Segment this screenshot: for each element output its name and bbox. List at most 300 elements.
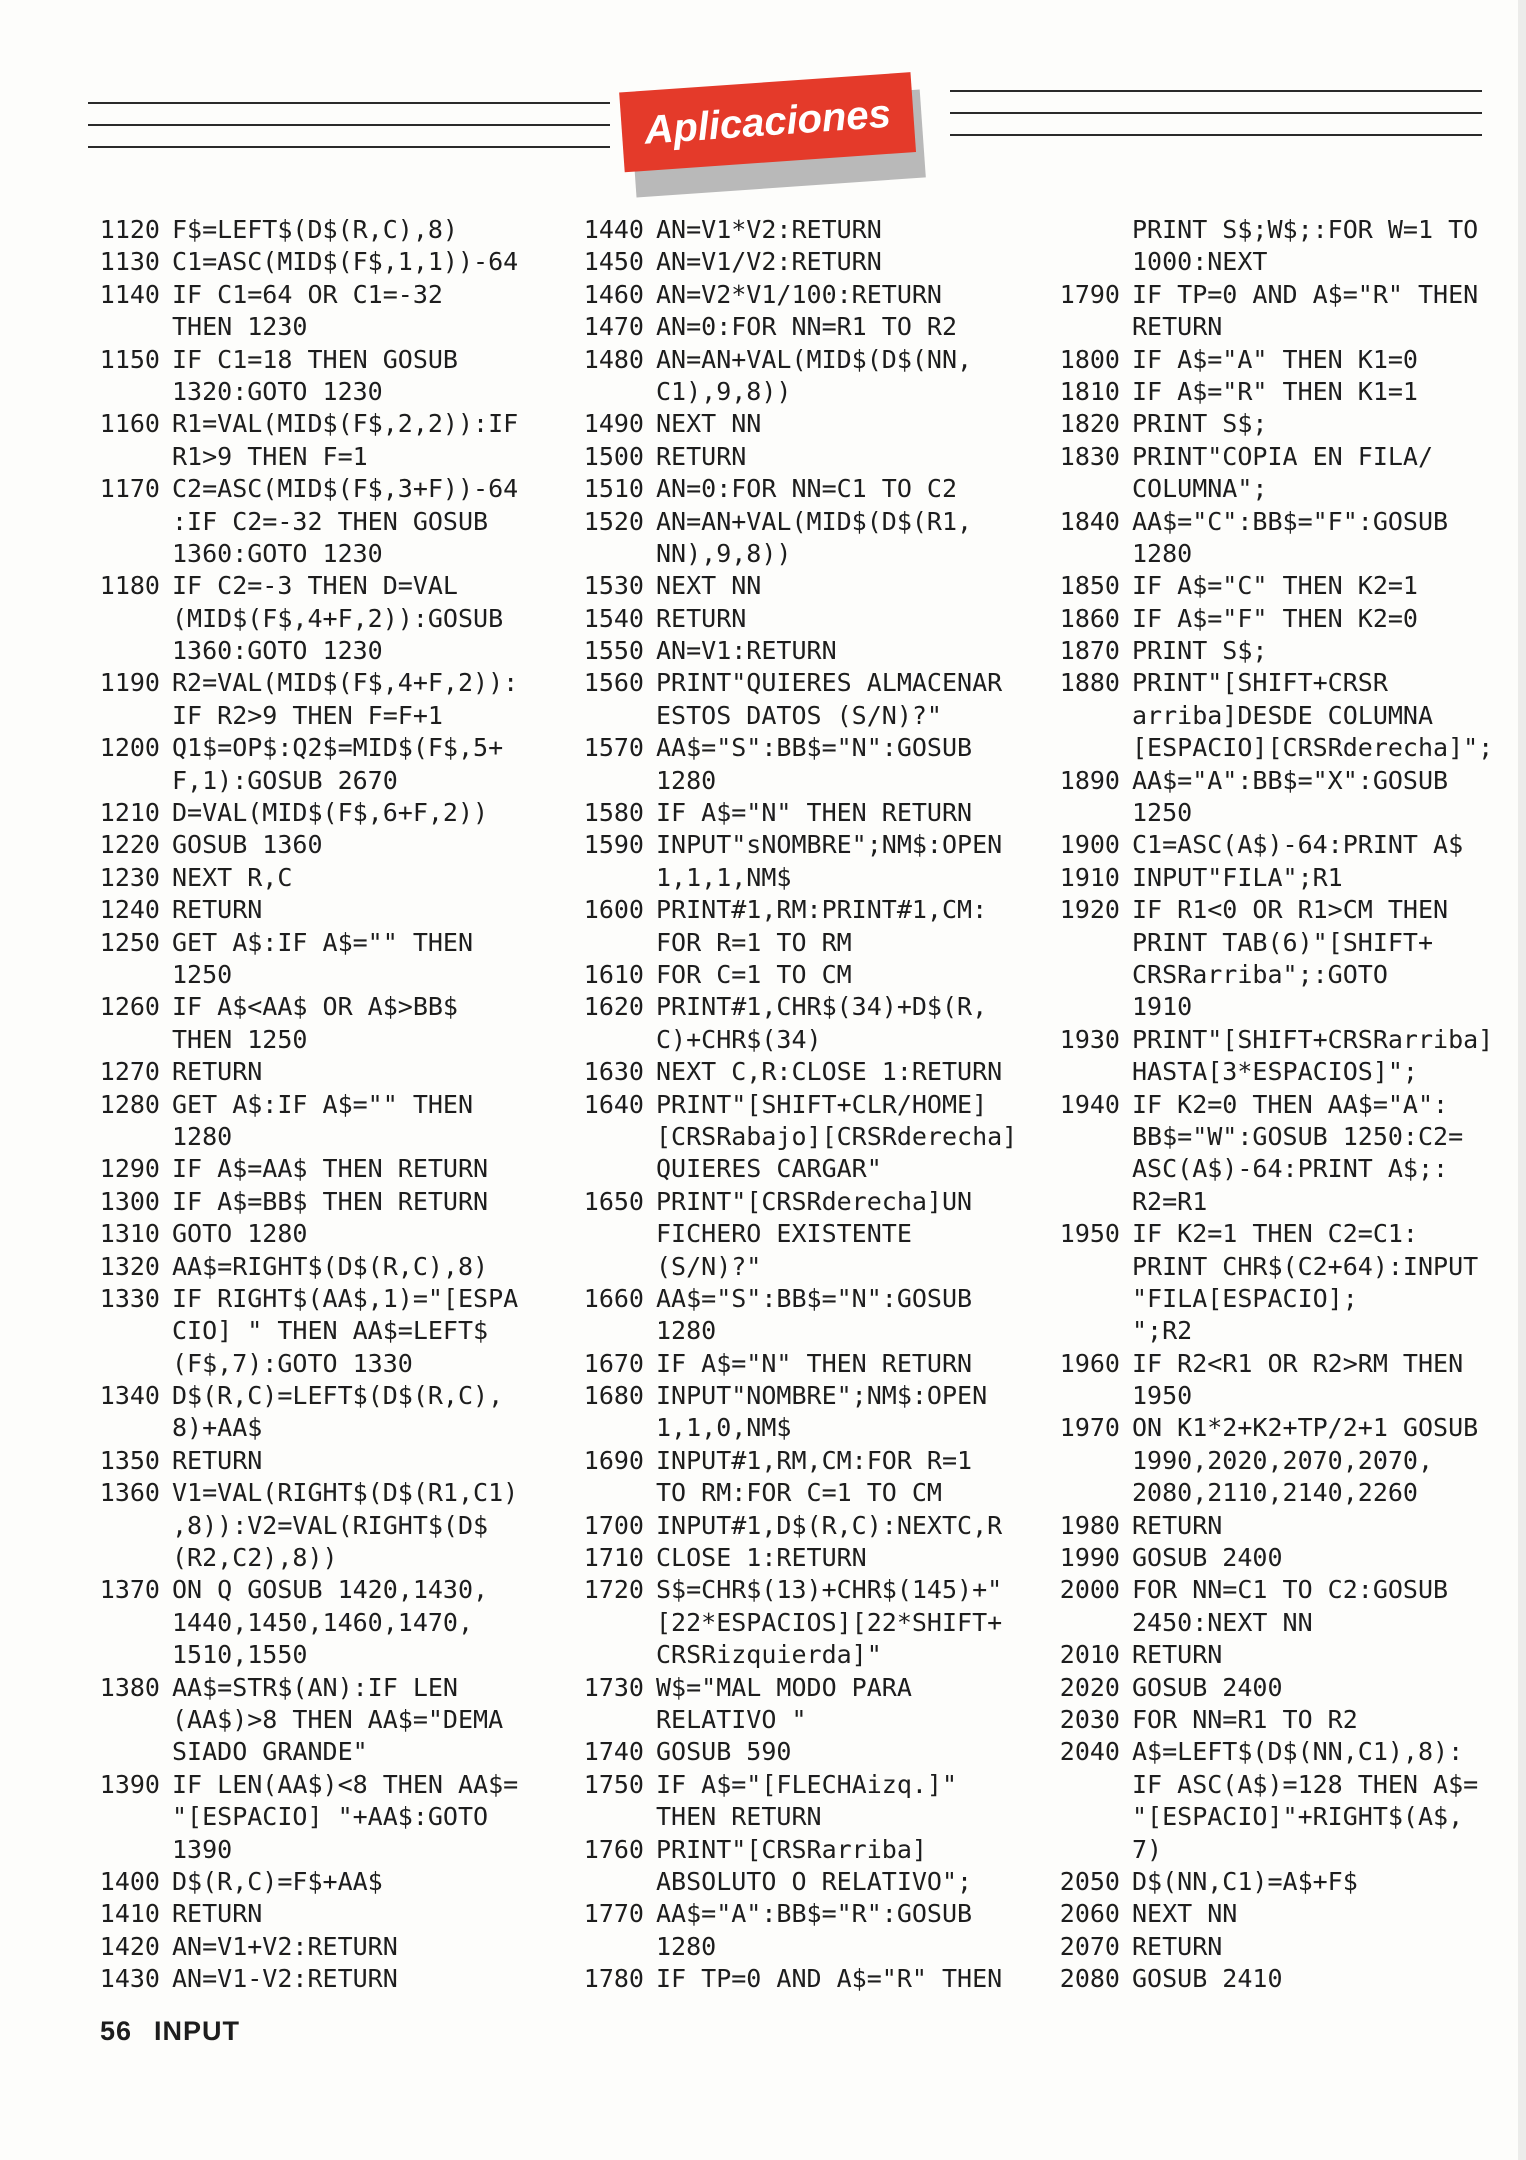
line-number: 1420 [99,1931,160,1961]
code-text: arriba]DESDE COLUMNA [1132,700,1434,730]
code-text: IF R1<0 OR R1>CM THEN [1132,895,1449,925]
code-text: 1510,1550 [172,1640,308,1670]
line-number: 1260 [99,992,160,1022]
line-number: 2050 [1059,1866,1120,1896]
code-text: PRINT#1,RM:PRINT#1,CM: [656,895,988,925]
line-number: 1300 [99,1186,160,1216]
line-number: 1680 [583,1381,644,1411]
code-text: SIADO GRANDE" [172,1737,368,1767]
line-number: 1760 [583,1834,644,1864]
code-text: 1360:GOTO 1230 [172,636,383,666]
code-line [1042,1639,1512,1671]
line-number: 1410 [99,1899,160,1929]
code-text: C1=ASC(MID$(F$,1,1))-64 [172,247,519,277]
line-number: 1780 [583,1964,644,1994]
code-continuation [80,1121,550,1153]
code-continuation [1042,538,1512,570]
code-continuation [80,1639,550,1671]
line-number: 1440 [583,215,644,244]
code-text: 1280 [656,765,717,795]
code-text: 1000:NEXT [1132,247,1268,277]
code-text: 2080,2110,2140,2260 [1132,1478,1418,1508]
code-continuation [1042,700,1512,732]
line-number: 1770 [583,1899,644,1929]
code-line [566,279,1042,311]
code-line [80,279,550,311]
code-continuation [80,1736,550,1768]
code-text: ABSOLUTO O RELATIVO"; [656,1866,973,1896]
code-text: GOSUB 590 [656,1737,792,1767]
code-line [566,667,1042,699]
code-line [80,1963,550,1995]
code-line [80,344,550,376]
code-line [566,1445,1042,1477]
code-line [566,1186,1042,1218]
code-continuation [1042,1834,1512,1866]
code-continuation [1042,959,1512,991]
line-number: 2010 [1059,1640,1120,1670]
line-number: 1720 [583,1575,644,1605]
line-number: 1380 [99,1672,160,1702]
line-number: 1270 [99,1057,160,1087]
code-text: IF ASC(A$)=128 THEN A$= [1132,1769,1479,1799]
code-text: RETURN [656,603,747,633]
code-text: IF A$="R" THEN K1=1 [1132,376,1418,406]
code-continuation [1042,1121,1512,1153]
code-text: R1=VAL(MID$(F$,2,2)):IF [172,409,519,439]
code-continuation [566,1121,1042,1153]
code-continuation [566,765,1042,797]
code-text: AA$="S":BB$="N":GOSUB [656,733,973,763]
code-line [80,1574,550,1606]
code-line [566,1283,1042,1315]
code-line [566,603,1042,635]
code-continuation [80,441,550,473]
line-number: 1900 [1059,830,1120,860]
code-text: IF A$="N" THEN RETURN [656,798,973,828]
code-text: Q1$=OP$:Q2$=MID$(F$,5+ [172,733,504,763]
line-number: 1890 [1059,765,1120,795]
code-line [1042,1672,1512,1704]
line-number: 1690 [583,1445,644,1475]
code-text: GOSUB 1360 [172,830,323,860]
line-number: 1120 [99,215,160,244]
code-text: GOTO 1280 [172,1219,308,1249]
code-continuation [566,1024,1042,1056]
code-continuation [566,1477,1042,1509]
code-continuation [80,603,550,635]
line-number: 1340 [99,1381,160,1411]
code-column-3 [1042,214,1512,1995]
code-text: FOR NN=R1 TO R2 [1132,1704,1358,1734]
code-continuation [1042,1477,1512,1509]
code-continuation [566,1639,1042,1671]
code-line [1042,1024,1512,1056]
code-text: INPUT"FILA";R1 [1132,862,1343,892]
code-column-2 [566,214,1042,1995]
code-text: AN=0:FOR NN=C1 TO C2 [656,474,958,504]
code-text: GET A$:IF A$="" THEN [172,1089,474,1119]
code-text: 1320:GOTO 1230 [172,376,383,406]
code-text: AN=V1:RETURN [656,636,837,666]
code-continuation [1042,732,1512,764]
line-number: 1740 [583,1737,644,1767]
code-text: [22*ESPACIOS][22*SHIFT+ [656,1607,1003,1637]
line-number: 1830 [1059,441,1120,471]
code-text: NEXT NN [656,571,762,601]
line-number: 1550 [583,636,644,666]
line-number: 1730 [583,1672,644,1702]
line-number: 1450 [583,247,644,277]
code-text: ";R2 [1132,1316,1193,1346]
code-continuation [566,1801,1042,1833]
line-number: 1810 [1059,376,1120,406]
code-continuation [80,1607,550,1639]
line-number: 1230 [99,862,160,892]
code-continuation [1042,1769,1512,1801]
code-text: IF A$=AA$ THEN RETURN [172,1154,489,1184]
code-text: IF C1=64 OR C1=-32 [172,279,443,309]
code-text: PRINT"[SHIFT+CRSR [1132,668,1388,698]
code-line [566,1898,1042,1930]
code-line [566,1089,1042,1121]
code-line [566,1736,1042,1768]
code-line [80,667,550,699]
code-continuation [80,1704,550,1736]
line-number: 1970 [1059,1413,1120,1443]
code-line [1042,1348,1512,1380]
code-text: QUIERES CARGAR" [656,1154,882,1184]
code-line [1042,1218,1512,1250]
code-text: HASTA[3*ESPACIOS]"; [1132,1057,1418,1087]
line-number: 2040 [1059,1737,1120,1767]
code-text: AN=AN+VAL(MID$(D$(R1, [656,506,973,536]
line-number: 1510 [583,474,644,504]
code-text: INPUT#1,D$(R,C):NEXTC,R [656,1510,1003,1540]
line-number: 1250 [99,927,160,957]
code-line [566,344,1042,376]
code-text: RETURN [1132,1510,1223,1540]
code-text: D$(R,C)=LEFT$(D$(R,C), [172,1381,504,1411]
code-text: IF A$=BB$ THEN RETURN [172,1186,489,1216]
code-text: (AA$)>8 THEN AA$="DEMA [172,1704,504,1734]
line-number: 1590 [583,830,644,860]
code-text: NN),9,8)) [656,538,792,568]
code-text: AN=V1/V2:RETURN [656,247,882,277]
code-text: INPUT#1,RM,CM:FOR R=1 [656,1445,973,1475]
code-line [566,1672,1042,1704]
line-number: 1580 [583,798,644,828]
code-continuation [1042,1056,1512,1088]
code-text: 7) [1132,1834,1163,1864]
code-text: GOSUB 2410 [1132,1964,1283,1994]
line-number: 1350 [99,1445,160,1475]
code-line [566,311,1042,343]
page-edge [1518,0,1526,2160]
code-continuation [1042,797,1512,829]
code-text: CRSRizquierda]" [656,1640,882,1670]
code-text: ESTOS DATOS (S/N)?" [656,700,942,730]
code-line [1042,1574,1512,1606]
code-line [80,732,550,764]
code-line [1042,376,1512,408]
line-number: 1200 [99,733,160,763]
code-text: AA$=STR$(AN):IF LEN [172,1672,458,1702]
section-banner [619,72,923,185]
code-text: THEN 1250 [172,1024,308,1054]
line-number: 1670 [583,1348,644,1378]
code-continuation [566,1315,1042,1347]
code-line [80,214,550,246]
line-number: 1790 [1059,279,1120,309]
line-number: 2060 [1059,1899,1120,1929]
code-continuation [80,1510,550,1542]
code-column-1 [80,214,550,1995]
code-continuation [80,1024,550,1056]
code-text: AN=V2*V1/100:RETURN [656,279,942,309]
code-text: C1),9,8)) [656,376,792,406]
code-text: 1250 [172,959,233,989]
line-number: 1850 [1059,571,1120,601]
code-line [1042,603,1512,635]
code-continuation [566,1866,1042,1898]
code-line [1042,1931,1512,1963]
code-text: IF K2=0 THEN AA$="A": [1132,1089,1449,1119]
code-text: PRINT S$;W$;:FOR W=1 TO [1132,215,1479,244]
page-number: 56 [100,2016,133,2046]
code-line [80,1898,550,1930]
line-number: 1360 [99,1478,160,1508]
code-continuation [1042,1315,1512,1347]
line-number: 1480 [583,344,644,374]
code-text: D$(R,C)=F$+AA$ [172,1866,383,1896]
code-line [1042,279,1512,311]
code-text: (F$,7):GOTO 1330 [172,1348,413,1378]
code-text: RETURN [1132,1931,1223,1961]
code-line [1042,1898,1512,1930]
code-text: AA$="A":BB$="X":GOSUB [1132,765,1449,795]
code-text: PRINT CHR$(C2+64):INPUT [1132,1251,1479,1281]
code-text: 1250 [1132,798,1193,828]
code-text: C)+CHR$(34) [656,1024,822,1054]
code-text: (R2,C2),8)) [172,1543,338,1573]
code-line [80,570,550,602]
code-continuation [566,862,1042,894]
code-continuation [1042,1251,1512,1283]
code-text: 1950 [1132,1381,1193,1411]
code-continuation [1042,1380,1512,1412]
code-line [1042,1412,1512,1444]
code-text: AN=V1-V2:RETURN [172,1964,398,1994]
code-line [1042,765,1512,797]
code-line [1042,829,1512,861]
code-text: ON Q GOSUB 1420,1430, [172,1575,489,1605]
line-number: 1820 [1059,409,1120,439]
line-number: 1170 [99,474,160,504]
code-text: IF C2=-3 THEN D=VAL [172,571,458,601]
code-line [566,635,1042,667]
code-continuation [80,1834,550,1866]
line-number: 1620 [583,992,644,1022]
code-text: C1=ASC(A$)-64:PRINT A$ [1132,830,1464,860]
line-number: 1190 [99,668,160,698]
code-continuation [1042,473,1512,505]
code-text: CRSRarriba";:GOTO [1132,959,1388,989]
code-line [1042,506,1512,538]
code-text: 1280 [172,1121,233,1151]
line-number: 2070 [1059,1931,1120,1961]
code-text: IF A$="F" THEN K2=0 [1132,603,1418,633]
line-number: 1460 [583,279,644,309]
code-text: BB$="W":GOSUB 1250:C2= [1132,1121,1464,1151]
code-text: GOSUB 2400 [1132,1543,1283,1573]
line-number: 1540 [583,603,644,633]
code-text: RETURN [1132,312,1223,342]
code-text: PRINT"[SHIFT+CLR/HOME] [656,1089,988,1119]
code-text: :IF C2=-32 THEN GOSUB [172,506,489,536]
code-line [80,1218,550,1250]
line-number: 1710 [583,1543,644,1573]
line-number: 1800 [1059,344,1120,374]
line-number: 2020 [1059,1672,1120,1702]
line-number: 1650 [583,1186,644,1216]
line-number: 2030 [1059,1704,1120,1734]
code-text: ON K1*2+K2+TP/2+1 GOSUB [1132,1413,1479,1443]
code-continuation [566,1607,1042,1639]
code-text: S$=CHR$(13)+CHR$(145)+" [656,1575,1003,1605]
line-number: 1950 [1059,1219,1120,1249]
code-text: AN=V1*V2:RETURN [656,215,882,244]
code-line [566,441,1042,473]
code-continuation [80,1348,550,1380]
code-text: PRINT TAB(6)"[SHIFT+ [1132,927,1434,957]
line-number: 1910 [1059,862,1120,892]
code-line [1042,894,1512,926]
code-continuation [566,927,1042,959]
code-text: V1=VAL(RIGHT$(D$(R1,C1) [172,1478,519,1508]
code-line [566,732,1042,764]
code-text: GET A$:IF A$="" THEN [172,927,474,957]
line-number: 1150 [99,344,160,374]
code-line [1042,667,1512,699]
code-continuation [1042,1186,1512,1218]
code-text: NEXT R,C [172,862,293,892]
code-text: 2450:NEXT NN [1132,1607,1313,1637]
line-number: 1500 [583,441,644,471]
code-line [80,797,550,829]
code-text: "FILA[ESPACIO]; [1132,1283,1358,1313]
code-line [80,1283,550,1315]
code-text: AN=V1+V2:RETURN [172,1931,398,1961]
code-text: RETURN [1132,1640,1223,1670]
line-number: 1310 [99,1219,160,1249]
header-rule [88,124,610,126]
line-number: 1180 [99,571,160,601]
header-rule [950,134,1482,136]
code-text: THEN 1230 [172,312,308,342]
line-number: 1960 [1059,1348,1120,1378]
code-text: "[ESPACIO] "+AA$:GOTO [172,1802,489,1832]
code-line [566,570,1042,602]
code-text: ,8)):V2=VAL(RIGHT$(D$ [172,1510,489,1540]
line-number: 1750 [583,1769,644,1799]
code-text: PRINT S$; [1132,409,1268,439]
code-line [566,1380,1042,1412]
code-text: IF R2<R1 OR R2>RM THEN [1132,1348,1464,1378]
code-continuation [566,1704,1042,1736]
code-line [566,408,1042,440]
code-continuation [1042,991,1512,1023]
code-line [566,473,1042,505]
code-text: W$="MAL MODO PARA [656,1672,912,1702]
line-number: 1860 [1059,603,1120,633]
code-text: CIO] " THEN AA$=LEFT$ [172,1316,489,1346]
line-number: 1880 [1059,668,1120,698]
line-number: 1160 [99,409,160,439]
code-continuation [1042,214,1512,246]
line-number: 1840 [1059,506,1120,536]
line-number: 1660 [583,1283,644,1313]
line-number: 1240 [99,895,160,925]
header-rule [88,146,610,148]
code-text: RELATIVO " [656,1704,807,1734]
line-number: 1560 [583,668,644,698]
line-number: 1990 [1059,1543,1120,1573]
code-continuation [80,1315,550,1347]
line-number: 1130 [99,247,160,277]
code-text: 1,1,1,NM$ [656,862,792,892]
code-text: NEXT C,R:CLOSE 1:RETURN [656,1057,1003,1087]
code-text: F,1):GOSUB 2670 [172,765,398,795]
code-line [80,1089,550,1121]
code-continuation [1042,1153,1512,1185]
code-text: FOR R=1 TO RM [656,927,852,957]
code-line [1042,344,1512,376]
line-number: 1940 [1059,1089,1120,1119]
code-continuation [566,1153,1042,1185]
code-text: NEXT NN [1132,1899,1238,1929]
code-line [1042,1704,1512,1736]
code-line [1042,1963,1512,1995]
code-line [80,1056,550,1088]
code-line [80,1186,550,1218]
code-line [80,1769,550,1801]
code-text: [CRSRabajo][CRSRderecha] [656,1121,1018,1151]
code-continuation [80,959,550,991]
code-line [80,829,550,861]
line-number: 1920 [1059,895,1120,925]
code-text: AA$="S":BB$="N":GOSUB [656,1283,973,1313]
code-continuation [80,700,550,732]
code-text: FICHERO EXISTENTE [656,1219,912,1249]
code-text: R2=R1 [1132,1186,1208,1216]
code-line [80,927,550,959]
code-continuation [1042,1801,1512,1833]
code-text: IF R2>9 THEN F=F+1 [172,700,443,730]
code-text: PRINT"[CRSRderecha]UN [656,1186,973,1216]
code-line [1042,1542,1512,1574]
code-line [566,214,1042,246]
code-text: PRINT"[CRSRarriba] [656,1834,927,1864]
code-line [566,506,1042,538]
code-text: D$(NN,C1)=A$+F$ [1132,1866,1358,1896]
line-number: 1530 [583,571,644,601]
code-text: IF A$="[FLECHAizq.]" [656,1769,958,1799]
code-text: RETURN [172,1057,263,1087]
code-text: 1,1,0,NM$ [656,1413,792,1443]
code-text: PRINT"COPIA EN FILA/ [1132,441,1434,471]
code-text: IF A$="A" THEN K1=0 [1132,344,1418,374]
